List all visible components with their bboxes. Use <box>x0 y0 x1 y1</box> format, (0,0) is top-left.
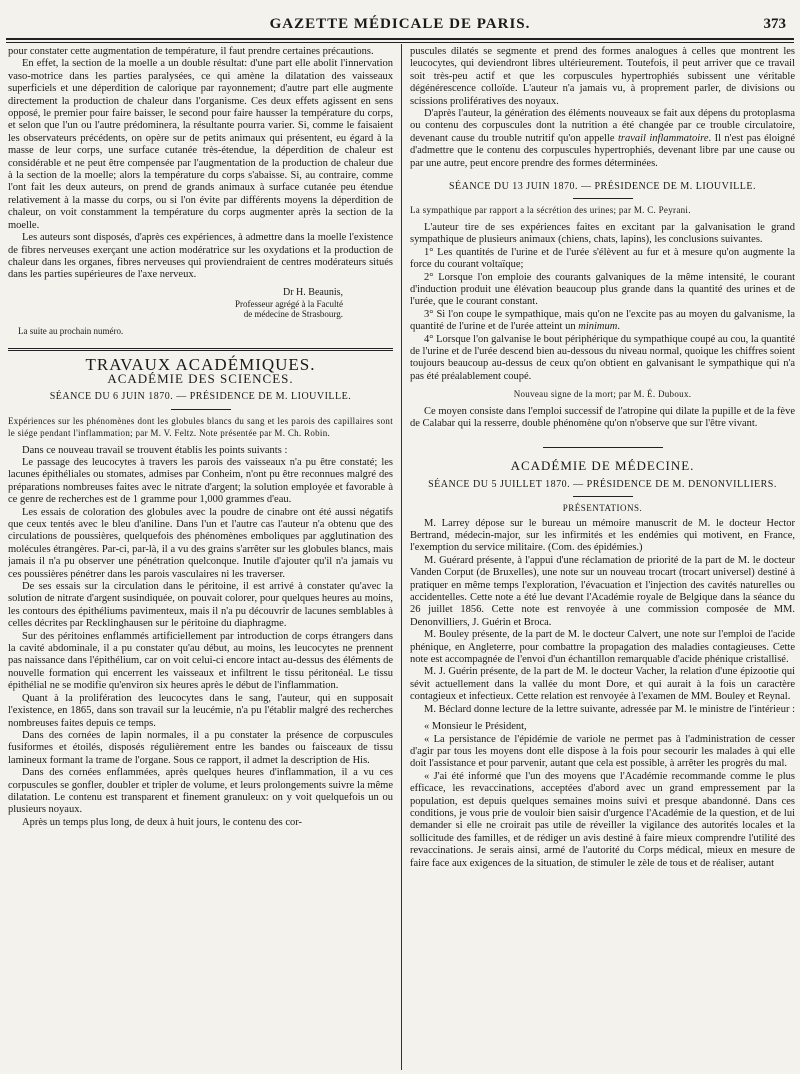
paragraph: pour constater cette augmentation de température, il faut prendre certaines précautions. <box>8 46 374 57</box>
article-title: Nouveau signe de la mort; par M. É. Duboux. <box>513 389 692 400</box>
presentations-heading: PRÉSENTATIONS. <box>562 503 643 514</box>
header-rule-thin <box>6 42 794 43</box>
paragraph: Quant à la prolifération des leucocytes dans le sang, l'auteur, qui en supposait l'existence, en 1865, dans son travail sur la leucémie, n'a pu l'établir malgré des recherches nombreuses faites depuis ce temps. <box>8 692 393 729</box>
letter-paragraph: « La persistance de l'épidémie de variole ne permet pas à l'administration de cesser d'agir par tous les moyens dont elle dispose à la fois pour secourir les malades à qui elle doit l'assistance et pour parvenir, autant que cela est possible, à arrêter les progrès du mal. <box>410 733 795 770</box>
subsection-heading: ACADÉMIE DE MÉDECINE. <box>510 458 695 474</box>
page-header <box>6 14 794 36</box>
section-rule <box>8 348 393 351</box>
paragraph: M. Bouley présente, de la part de M. le docteur Calvert, une note sur l'emploi de l'acide phénique, en Angleterre, pour combattre la propagation des maladies contagieuses. Cette note est accompagnée de l'envoi d'un échantillon remarquable d'acide phénique cristallisé. <box>410 629 795 666</box>
author-title: Professeur agrégé à la Faculté <box>235 299 343 310</box>
letter-paragraph: « J'ai été informé que l'un des moyens que l'Académie recommande comme le plus efficace, les revaccinations, acceptées d'abord avec un grand empressement par la population, est depuis quelques semaines moins suivi et presque abandonné. Dans ces conditions, je vous prie de vouloir bien saisir d'urgence l'Académie de la question, et de lui demander si elle ne croirait pas utile de réveiller la vigilance des autorités locales et la sollicitude des familles, et de rédiger un avis destiné à faire mieux comprendre l'utilité des revaccinations. Je serais ainsi, armé de l'autorité du Corps médical, mieux en mesure de faire face aux exigences de la situation, de stimuler le zèle de tous et de réaliser, autant <box>410 770 795 869</box>
paragraph: Les essais de coloration des globules avec la poudre de cinabre ont été aussi négatifs que ceux tentés avec le bleu d'aniline. Dans l'un et l'autre cas l'auteur n'a obtenu que des circulations de poussières, quelquefois des phénomènes emboliques par agglutination des molécules étrangères. Par-ci, par-là, il a vu des grains s'arrêter sur les globules blancs, mais jamais il n'a pu observer une pénétration quelconque. Inutile d'ajouter qu'il n'a jamais vu ces poussières pénétrer dans les parois vasculaires ni les traverser. <box>8 506 393 580</box>
paragraph: M. Larrey dépose sur le bureau un mémoire manuscrit de M. le docteur Hector Bertrand, médecin-major, sur les infirmités et les endémies qui motivent, en France, l'exemption du service militaire. (Com. des épidémies.) <box>410 517 795 554</box>
continued-note: La suite au prochain numéro. <box>18 326 124 337</box>
paragraph: 1° Les quantités de l'urine et de l'urée s'élèvent au fur et à mesure qu'on augmente la force du courant voltaïque; <box>410 246 795 271</box>
article-title: Expériences sur les phénomènes dont les globules blancs du sang et les parois des capillaires sont le siége pendant l'inflammation; par M. V. Feltz. Note présentée par M. Ch. Robin. <box>8 415 393 439</box>
column-divider <box>401 44 402 1070</box>
paragraph: puscules dilatés se segmente et prend des formes analogues à celles que montrent les leucocytes, qui deviendront libres ultérieurement. Toutefois, il peut arriver que ce travail soit très-peu actif et que les corpuscules hypertrophiés subissent une véritable dégénérescence colloïde. L'auteur n'a jamais vu, à proprement parler, de divisions ou scissions prolifératives des noyaux. <box>410 46 795 107</box>
subsection-heading: ACADÉMIE DES SCIENCES. <box>107 370 294 386</box>
paragraph: De ses essais sur la circulation dans le péritoine, il est arrivé à constater qu'avec la solution de nitrate d'argent susindiquée, on pouvait colorer, pour quelques heures au moins, les contours des épithéliums pavimenteux, mais il n'a pu découvrir de lacunes semblables à celles décrites par Recklinghausen sur le péritoine du diaphragme. <box>8 581 393 630</box>
paragraph: D'après l'auteur, la génération des éléments nouveaux se fait aux dépens du protoplasma ou contenu des corpuscules dont la nutrition a été changée par ce trouble circulatoire, devenant cause du trouble nutritif qu'on appelle travail inflammatoire. Il n'est pas éloigné d'admettre que le contenu des corpuscules hypertrophiés, devenant libre par une cause ou par une autre, peut encore prendre des formes déterminées. <box>410 108 795 169</box>
paragraph: Sur des péritoines enflammés artificiellement par introduction de corps étrangers dans la cavité abdominale, il a pu constater qu'au début, au moins, les leucocytes ne prennent pas naissance dans l'épithélium, car on voit celui-ci encore intact au-dessus des éléments de nouvelle formation qui encerrent les vaisseaux et infiltrent le tissu péritonéal. Le tissu épithélial ne se modifie qu'environ six heures après le début de l'inflammation. <box>8 630 393 692</box>
journal-title: GAZETTE MÉDICALE DE PARIS. <box>269 16 531 32</box>
paragraph: 2° Lorsque l'on emploie des courants galvaniques de la même intensité, le courant d'induction produit une élévation beaucoup plus grande dans la quantité des urines et de l'urée, que le courant constant. <box>410 271 795 308</box>
session-line: SÉANCE DU 6 JUIN 1870. — PRÉSIDENCE DE M. LIOUVILLE. <box>49 391 352 403</box>
paragraph: Le passage des leucocytes à travers les parois des vaisseaux n'a pu être constaté; les lacunes épithéliales ou stomates, admises par Conheim, n'ont pu être reconnues malgré des préparations nombreuses faites avec le nitrate d'argent; la solution employée et favorable à ce genre de recherches est de 1 gramme pour 1,000 grammes d'eau. <box>8 456 393 506</box>
section-heading: TRAVAUX ACADÉMIQUES. <box>85 354 316 374</box>
article-title: La sympathique par rapport a la sécrétion des urines; par M. C. Peyrani. <box>410 205 691 216</box>
paragraph: 4° Lorsque l'on galvanise le bout périphérique du sympathique coupé au cou, la quantité de l'urine et de l'urée descend bien au-dessous du niveau normal, quoique les chiffres soient toujours beaucoup au-dessus de ceux qu'on obtient en galvanisant le sympathique qui n'a pas été préalablement coupé. <box>410 333 795 382</box>
paragraph: M. Béclard donne lecture de la lettre suivante, adressée par M. le ministre de l'intérieur : <box>424 703 795 715</box>
right-column <box>410 46 795 1066</box>
left-column <box>8 46 393 1066</box>
author-affiliation: de médecine de Strasbourg. <box>243 309 343 320</box>
paragraph: M. Guérard présente, à l'appui d'une réclamation de priorité de la part de M. le docteur Vanden Corput (de Bruxelles), une note sur un nouveau trocart (trocart universel) destiné à pratiquer en même temps l'exploration, l'évacuation et l'injection des cavités naturelles ou accidentelles. Cette note a été lue devant l'Académie royale de Belgique dans la séance du 26 juillet 1856. Cette note est renvoyée à une commission composée de MM. Denonvilliers, J. Guérin et Broca. <box>410 554 795 628</box>
paragraph: L'auteur tire de ses expériences faites en excitant par la galvanisation le grand sympathique de plusieurs animaux (chiens, chats, lapins), les conclusions suivantes. <box>410 221 795 246</box>
paragraph: Dans des cornées de lapin normales, il a pu constater la présence de corpuscules fusiformes et étoilés, disposés régulièrement entre les bandes ou faisceaux de tissu lamineux formant la trame de l'organe. Sous ce rapport, il admet la description de His. <box>8 729 393 766</box>
paragraph: M. J. Guérin présente, de la part de M. le docteur Vacher, la relation d'une épizootie qui sévit actuellement dans la vallée du mont Dore, et qui aurait à la fois un caractère contagieux et infectieux. Cette relation est renvoyée à l'examen de MM. Bouley et Reynal. <box>410 666 795 703</box>
author-signature: Dr H. Beaunis, <box>283 286 343 298</box>
paragraph: 3° Si l'on coupe le sympathique, mais qu'on ne l'excite pas au moyen du galvanisme, la quantité de l'urine et de l'urée atteint un minimum. <box>410 308 795 333</box>
paragraph: Après un temps plus long, de deux à huit jours, le contenu des cor- <box>22 816 303 828</box>
session-line: SÉANCE DU 5 JUILLET 1870. — PRÉSIDENCE DE M. DENONVILLIERS. <box>428 478 777 490</box>
paragraph: Ce moyen consiste dans l'emploi successif de l'atropine qui dilate la pupille et de la fève de Calabar qui la resserre, double phénomène qu'on n'observe que sur l'être vivant. <box>410 405 795 429</box>
paragraph: Les auteurs sont disposés, d'après ces expériences, à admettre dans la moelle l'existence de fibres nerveuses exerçant une action modératrice sur les oxydations et la production de chaleur dans les organes, fibres nerveuses qui proviendraient de centres modérateurs situés dans les parties supérieures de l'axe nerveux. <box>8 232 393 281</box>
page-number: 373 <box>763 16 786 32</box>
session-line: SÉANCE DU 13 JUIN 1870. — PRÉSIDENCE DE M. LIOUVILLE. <box>448 181 757 193</box>
paragraph: Dans des cornées enflammées, après quelques heures d'inflammation, il a vu ces corpuscules se gonfler, doubler et tripler de volume, et leurs prolongements suivre la même dilatation. Le contenu est transparent et finement granuleux: on y voit quelquefois un ou plusieurs noyaux. <box>8 767 393 816</box>
header-rule <box>6 38 794 40</box>
letter-salutation: « Monsieur le Président, <box>424 721 527 733</box>
paragraph: En effet, la section de la moelle a un double résultat: d'une part elle abolit l'innervation vaso-motrice dans les parties paralysées, ce qui amène la dilatation des vaisseaux superficiels et une déperdition de calorique par rayonnement; d'autre part elle augmente directement la production de chaleur dans l'organisme. Ces deux effets agissent en sens opposé, le premier pour faire baisser, le second pour faire hausser la température du corps, et selon que l'un ou l'autre prédominera, la résultante pourra varier. Si, comme le faisaient les observateurs précédents, on opère sur de petits animaux qui présentent, eu égard à la masse de leur corps, une surface cutanée très-étendue, la déperdition de chaleur est considérable et ne peut être compensée par l'augmentation de la production de chaleur due à la section de la moelle; alors la température du corps s'abaisse. Si, au contraire, comme l'ont fait les deux auteurs, on prend de grands animaux à surface cutanée peu étendue relativement à la masse du corps, ou si l'on évite par différents moyens la déperdition de chaleur, on voit constamment la température du corps augmenter après la section de la moelle. <box>8 58 393 231</box>
paragraph: Dans ce nouveau travail se trouvent établis les points suivants : <box>22 444 288 456</box>
